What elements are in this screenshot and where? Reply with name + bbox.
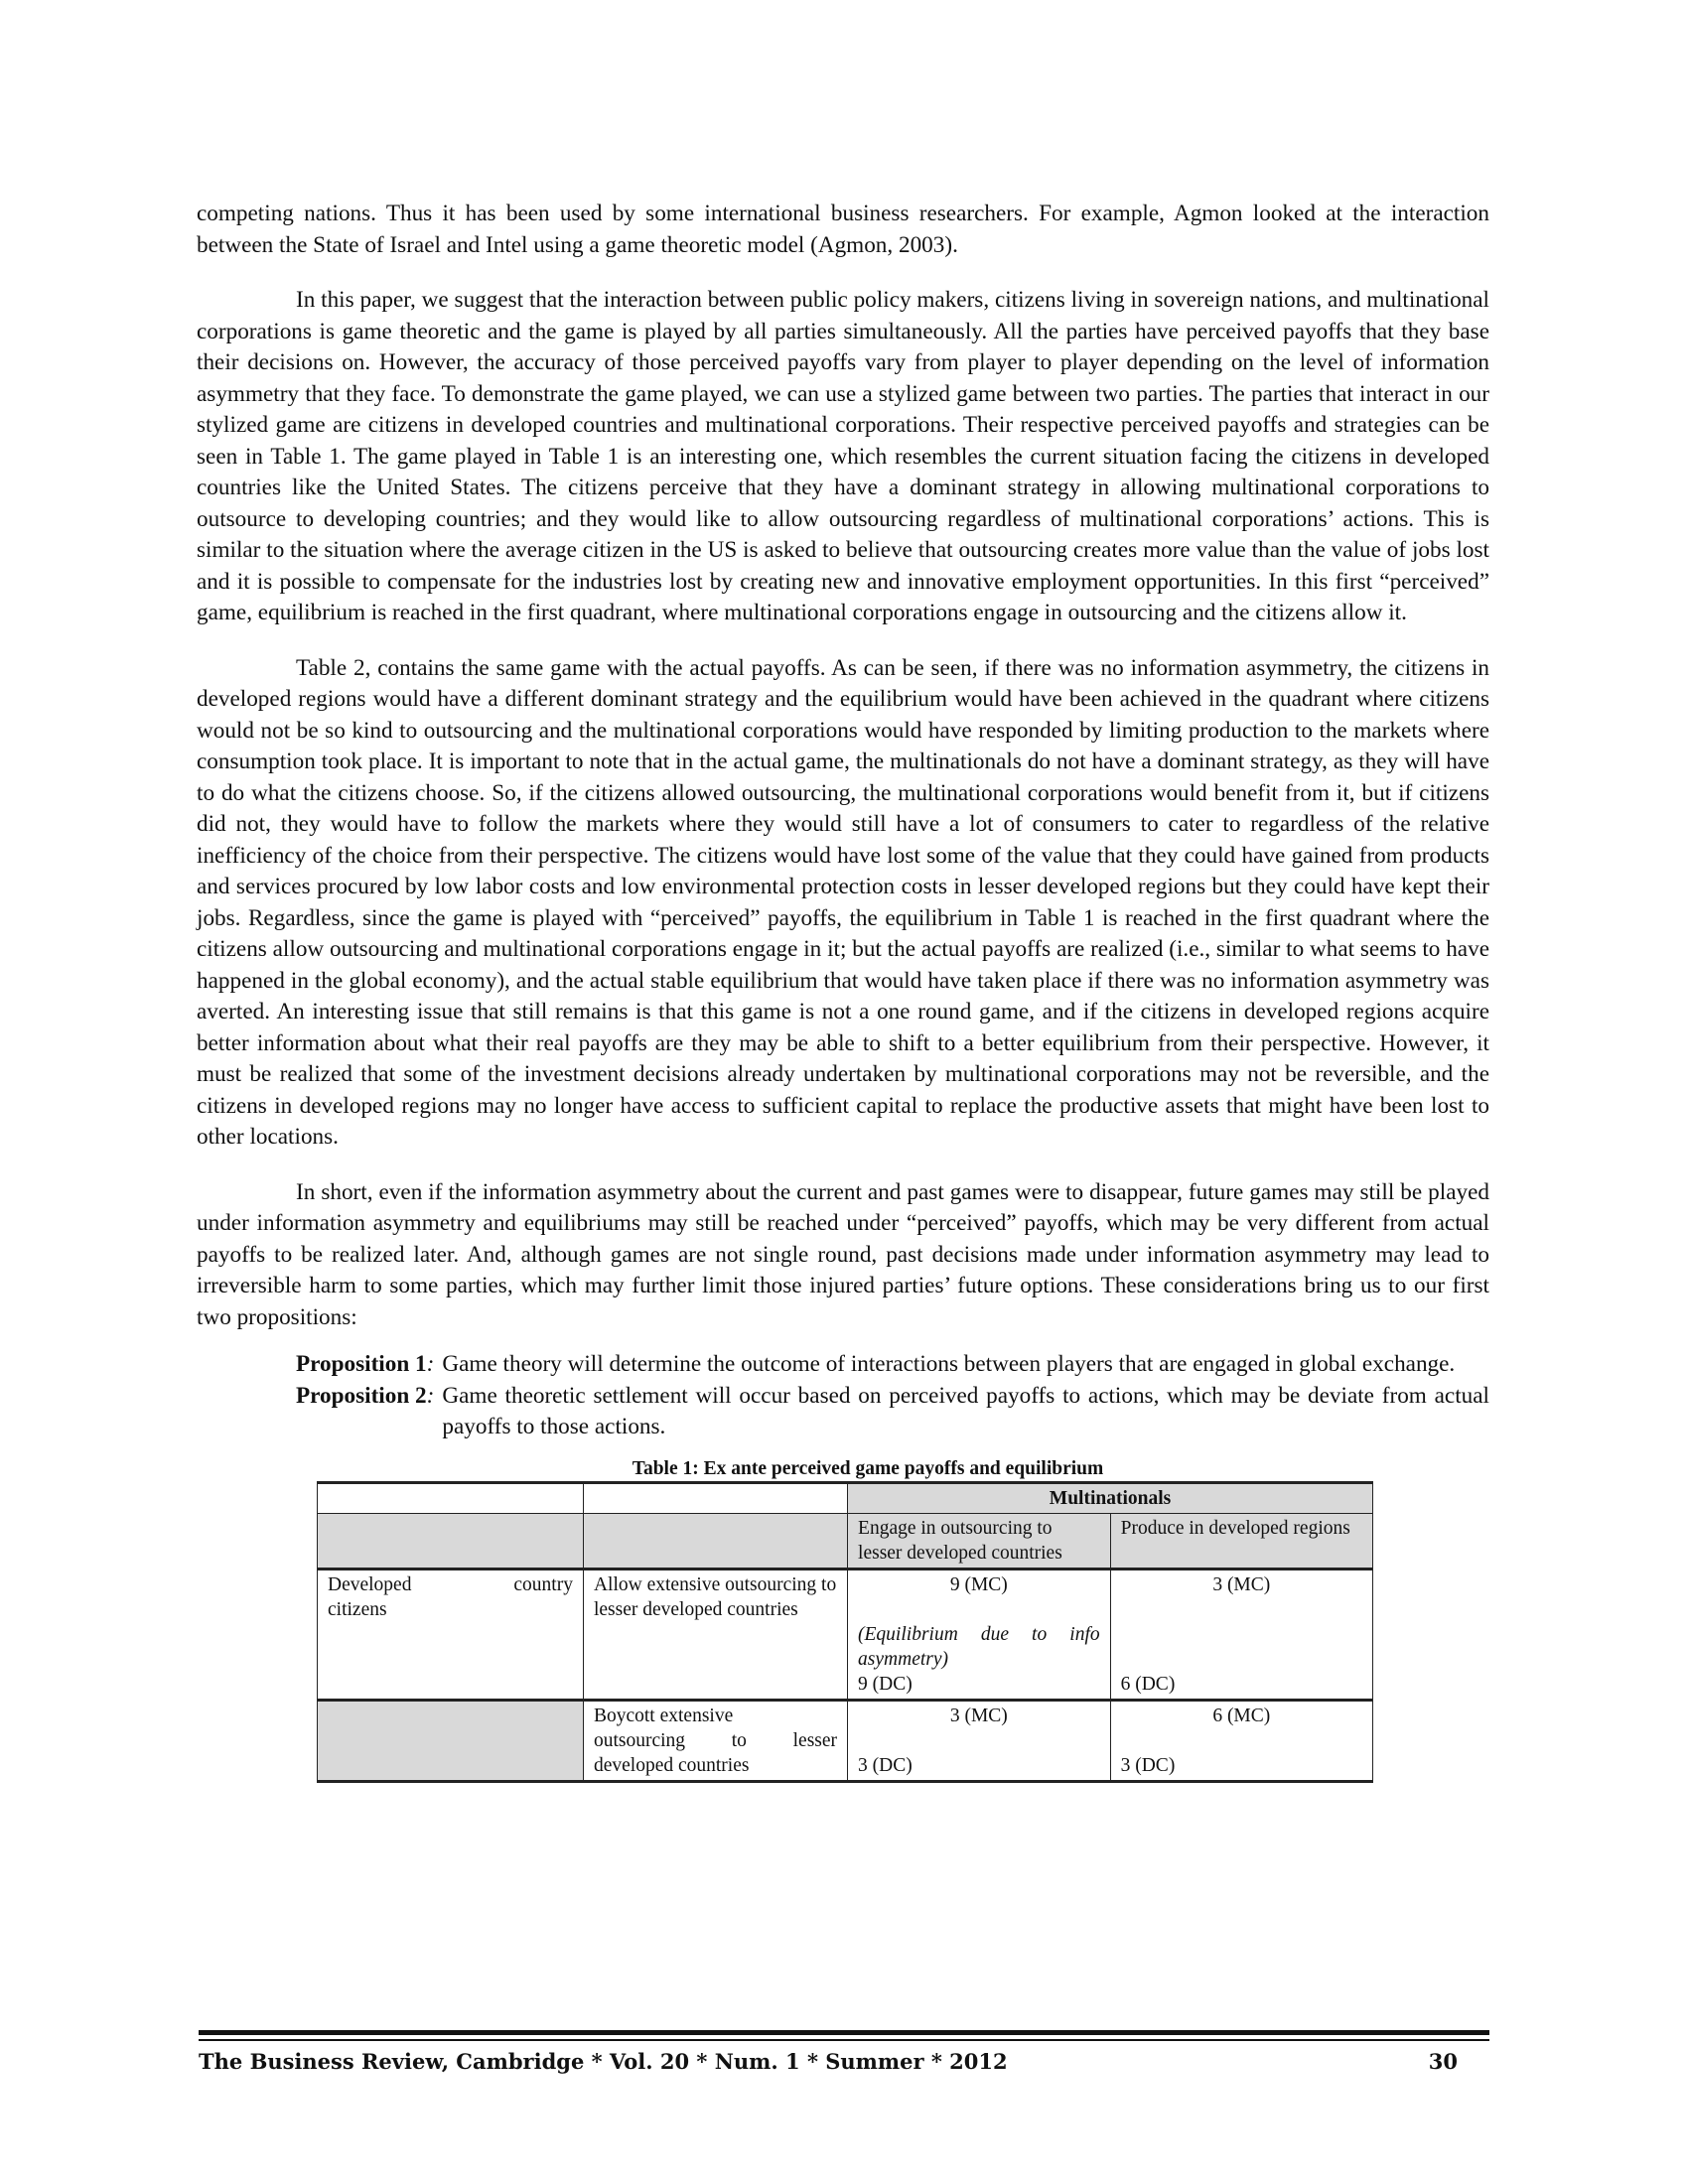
proposition-separator: :	[426, 1351, 435, 1377]
paragraph: competing nations. Thus it has been used by some international business researchers. For example, Agmon looked at the interaction between the State of Israel and Intel using a game theoretic model (Agmon, 2003).	[197, 201, 1489, 258]
proposition-text: Game theoretic settlement will occur based on perceived payoffs to actions, which may be deviate from actual payoffs to those actions.	[442, 1382, 1489, 1439]
payoff-cell: 3 (MC) 3 (DC)	[848, 1700, 1111, 1781]
proposition-2	[296, 1381, 1489, 1443]
page-body	[197, 199, 1489, 1783]
proposition-label: Proposition 1	[296, 1351, 427, 1377]
proposition-separator: :	[426, 1382, 435, 1409]
footer-rule	[199, 2039, 1489, 2041]
paragraph: In short, even if the information asymmetry about the current and past games were to disappear, future games may still be played under information asymmetry and equilibriums may still be reached under “perceived” payoffs, which may be very different from actual payoffs to be realized later. And, although games are not single round, past decisions made under information asymmetry may lead to irreversible harm to some parties, which may further limit those injured parties’ future options. These considerations bring us to our first two propositions:	[197, 1178, 1489, 1330]
payoff-cell: 3 (MC) 6 (DC)	[1110, 1569, 1372, 1700]
payoff-table	[317, 1481, 1373, 1783]
proposition-text: Game theory will determine the outcome of interactions between players that are engaged in global exchange.	[442, 1351, 1456, 1377]
page-footer	[199, 2049, 1458, 2074]
row-label: Boycott extensive outsourcing to lesser developed countries	[583, 1700, 847, 1781]
column-header: Produce in developed regions	[1110, 1513, 1372, 1569]
table-row	[318, 1569, 1373, 1700]
row-label: Allow extensive outsourcing to lesser developed countries	[583, 1569, 847, 1700]
paragraph: In this paper, we suggest that the interaction between public policy makers, citizens living in sovereign nations, and multinational corporations is game theoretic and the game is played by all parties simultaneously. All the parties have perceived payoffs that they base their decisions on. However, the accuracy of those perceived payoffs vary from player to player depending on the level of information asymmetry that they face. To demonstrate the game played, we can use a stylized game between two parties. The parties that interact in our stylized game are citizens in developed countries and multinational corporations. Their respective perceived payoffs and strategies can be seen in Table 1. The game played in Table 1 is an interesting one, which resembles the current situation facing the citizens in developed countries like the United States. The citizens perceive that they have a dominant strategy in allowing multinational corporations to outsource to developing countries; and they would like to allow outsourcing regardless of multinational corporations’ actions. This is similar to the situation where the average citizen in the US is asked to believe that outsourcing creates more value than the value of jobs lost and it is possible to compensate for the industries lost by creating new and innovative employment opportunities. In this first “perceived” game, equilibrium is reached in the first quadrant, where multinational corporations engage in outsourcing and the citizens allow it.	[197, 287, 1489, 625]
page-number: 30	[1428, 2049, 1458, 2074]
proposition-label: Proposition 2	[296, 1382, 427, 1409]
table-caption: Table 1: Ex ante perceived game payoffs and equilibrium	[632, 1457, 1104, 1479]
equilibrium-note: (Equilibrium due to info asymmetry)	[858, 1623, 1100, 1670]
payoff-cell: 9 (MC) (Equilibrium due to info asymmetry) 9 (DC)	[848, 1569, 1111, 1700]
row-group-header: Developed country citizens	[318, 1569, 584, 1700]
payoff-cell: 6 (MC) 3 (DC)	[1110, 1700, 1372, 1781]
table-row	[318, 1700, 1373, 1781]
column-group-header: Multinationals	[848, 1482, 1373, 1513]
paragraph: Table 2, contains the same game with the actual payoffs. As can be seen, if there was no information asymmetry, the citizens in developed regions would have a different dominant strategy and the equilibrium would have been achieved in the quadrant where citizens would not be so kind to outsourcing and the multinational corporations would have responded by limiting production to the markets where consumption took place. It is important to note that in the actual game, the multinationals do not have a dominant strategy, as they will have to do what the citizens choose. So, if the citizens allowed outsourcing, the multinational corporations would benefit from it, but if citizens did not, they would have to follow the markets where they would still have a lot of consumers to cater to regardless of the relative inefficiency of the choice from their perspective. The citizens would have lost some of the value that they could have gained from products and services procured by low labor costs and low environmental protection costs in lesser developed regions but they could have kept their jobs. Regardless, since the game is played with “perceived” payoffs, the equilibrium in Table 1 is reached in the first quadrant where the citizens allow outsourcing and multinational corporations engage in it; but the actual payoffs are realized (i.e., similar to what seems to have happened in the global economy), and the actual stable equilibrium that would have taken place if there was no information asymmetry was averted. An interesting issue that still remains is that this game is not a one round game, and if the citizens in developed regions acquire better information about what their real payoffs are they may be able to shift to a better equilibrium from their perspective. However, it must be realized that some of the investment decisions already undertaken by multinational corporations may not be reversible, and the citizens in developed regions may no longer have access to sufficient capital to replace the productive assets that might have been lost to other locations.	[197, 654, 1489, 1150]
proposition-1	[296, 1349, 1489, 1381]
footer-rule	[199, 2030, 1489, 2035]
propositions	[296, 1349, 1489, 1443]
column-header: Engage in outsourcing to lesser developed countries	[848, 1513, 1111, 1569]
journal-citation: The Business Review, Cambridge * Vol. 20 * Num. 1 * Summer * 2012	[199, 2049, 1008, 2074]
table-subheader-row	[318, 1513, 1373, 1569]
table-header-row	[318, 1482, 1373, 1513]
